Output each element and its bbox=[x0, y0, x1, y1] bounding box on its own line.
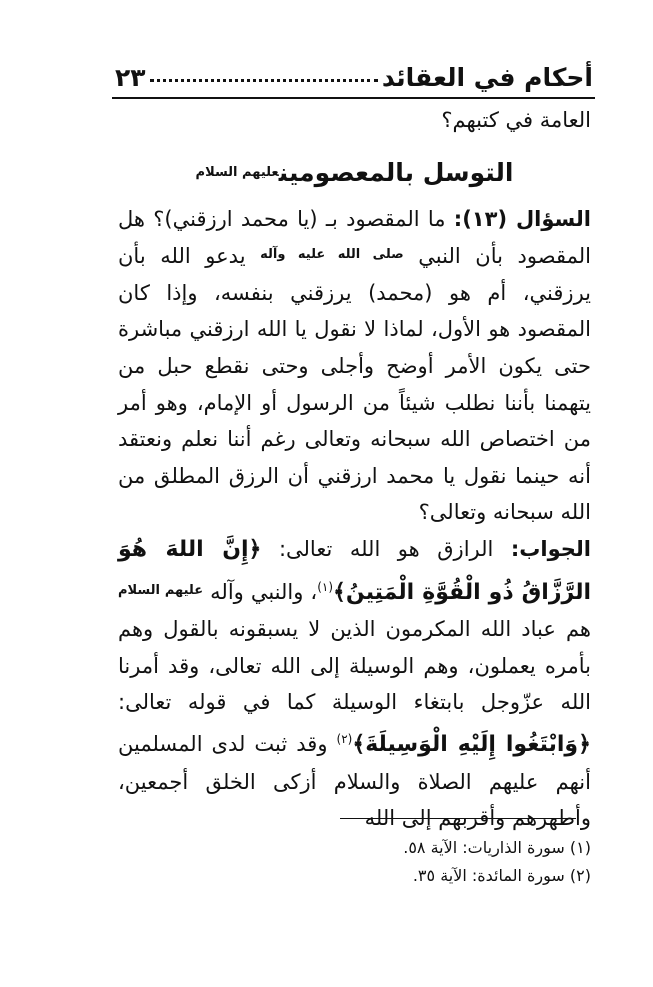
running-header bbox=[115, 52, 593, 92]
question-text-1: ما المقصود بـ (يا محمد ارزقني)؟ هل المقصود بأن النبي bbox=[118, 206, 591, 269]
answer-text-2: هم عباد الله المكرمون الذين لا يسبقونه بالقول وهم بأمره يعملون، وهم الوسيلة إلى الله تعالى، وقد أمرنا الله عزّوجل بابتغاء الوسيلة كما في قوله تعالى: bbox=[118, 617, 591, 715]
prophet-honorific-symbol: صلى الله عليه وآله bbox=[260, 247, 404, 263]
footnotes bbox=[118, 834, 591, 890]
footnote-1: (١) سورة الذاريات: الآية ٥٨. bbox=[403, 838, 591, 857]
answer-label: الجواب: bbox=[510, 536, 591, 561]
family-honorific-symbol: عليهم السلام bbox=[118, 582, 204, 598]
quran-verse-1: ﴿إِنَّ اللهَ هُوَ الرَّزَّاقُ ذُو الْقُوَّةِ الْمَتِينُ﴾ bbox=[118, 536, 592, 605]
book-title: أحكام في العقائد bbox=[381, 63, 593, 92]
quran-verse-2: ﴿وَابْتَغُوا إِلَيْهِ الْوَسِيلَةَ﴾ bbox=[352, 731, 591, 757]
answer-text-3: وقد ثبت لدى المسلمين أنهم عليهم الصلاة والسلام أزكى الخلق أجمعين، وأطهرهم وأقربهم إلى الله bbox=[118, 731, 591, 831]
footnote-ref-1: (١) bbox=[317, 579, 334, 594]
header-rule bbox=[112, 97, 595, 99]
section-heading bbox=[118, 153, 591, 193]
answer-paragraph bbox=[118, 531, 591, 837]
honorific-symbol: عليهم السلام bbox=[195, 164, 279, 180]
section-heading-text: التوسل بالمعصومين bbox=[278, 157, 514, 187]
page-body bbox=[118, 102, 591, 837]
footnote-rule bbox=[340, 818, 576, 819]
question-text-2: يدعو الله بأن يرزقني، أم هو (محمد) يرزقني بنفسه، وإذا كان المقصود هو الأول، لماذا لا نقول يا الله ارزقني مباشرة حتى يكون الأمر أوضح وأجلى وحتى نقطع حبل من يتهمنا بأننا نطلب شيئاً من الرسول أو الإمام، وهو أمر من اختصاص الله سبحانه وتعالى رغم أننا نعلم ونعتقد أنه حينما نقول يا محمد ارزقني أن الرزق المطلق من الله سبحانه وتعالى؟ bbox=[118, 244, 591, 525]
header-leader-dots bbox=[150, 79, 378, 82]
question-paragraph bbox=[118, 201, 591, 531]
footnote-ref-2: (٢) bbox=[336, 731, 353, 746]
footnote-2: (٢) سورة المائدة: الآية ٣٥. bbox=[412, 866, 591, 885]
answer-text-1: ، والنبي وآله bbox=[210, 579, 318, 604]
question-label: السؤال (١٣): bbox=[453, 206, 591, 231]
answer-lead: الرازق هو الله تعالى: bbox=[278, 536, 494, 561]
intro-line: العامة في كتبهم؟ bbox=[441, 108, 591, 132]
page-number: ٢٣ bbox=[115, 63, 146, 92]
